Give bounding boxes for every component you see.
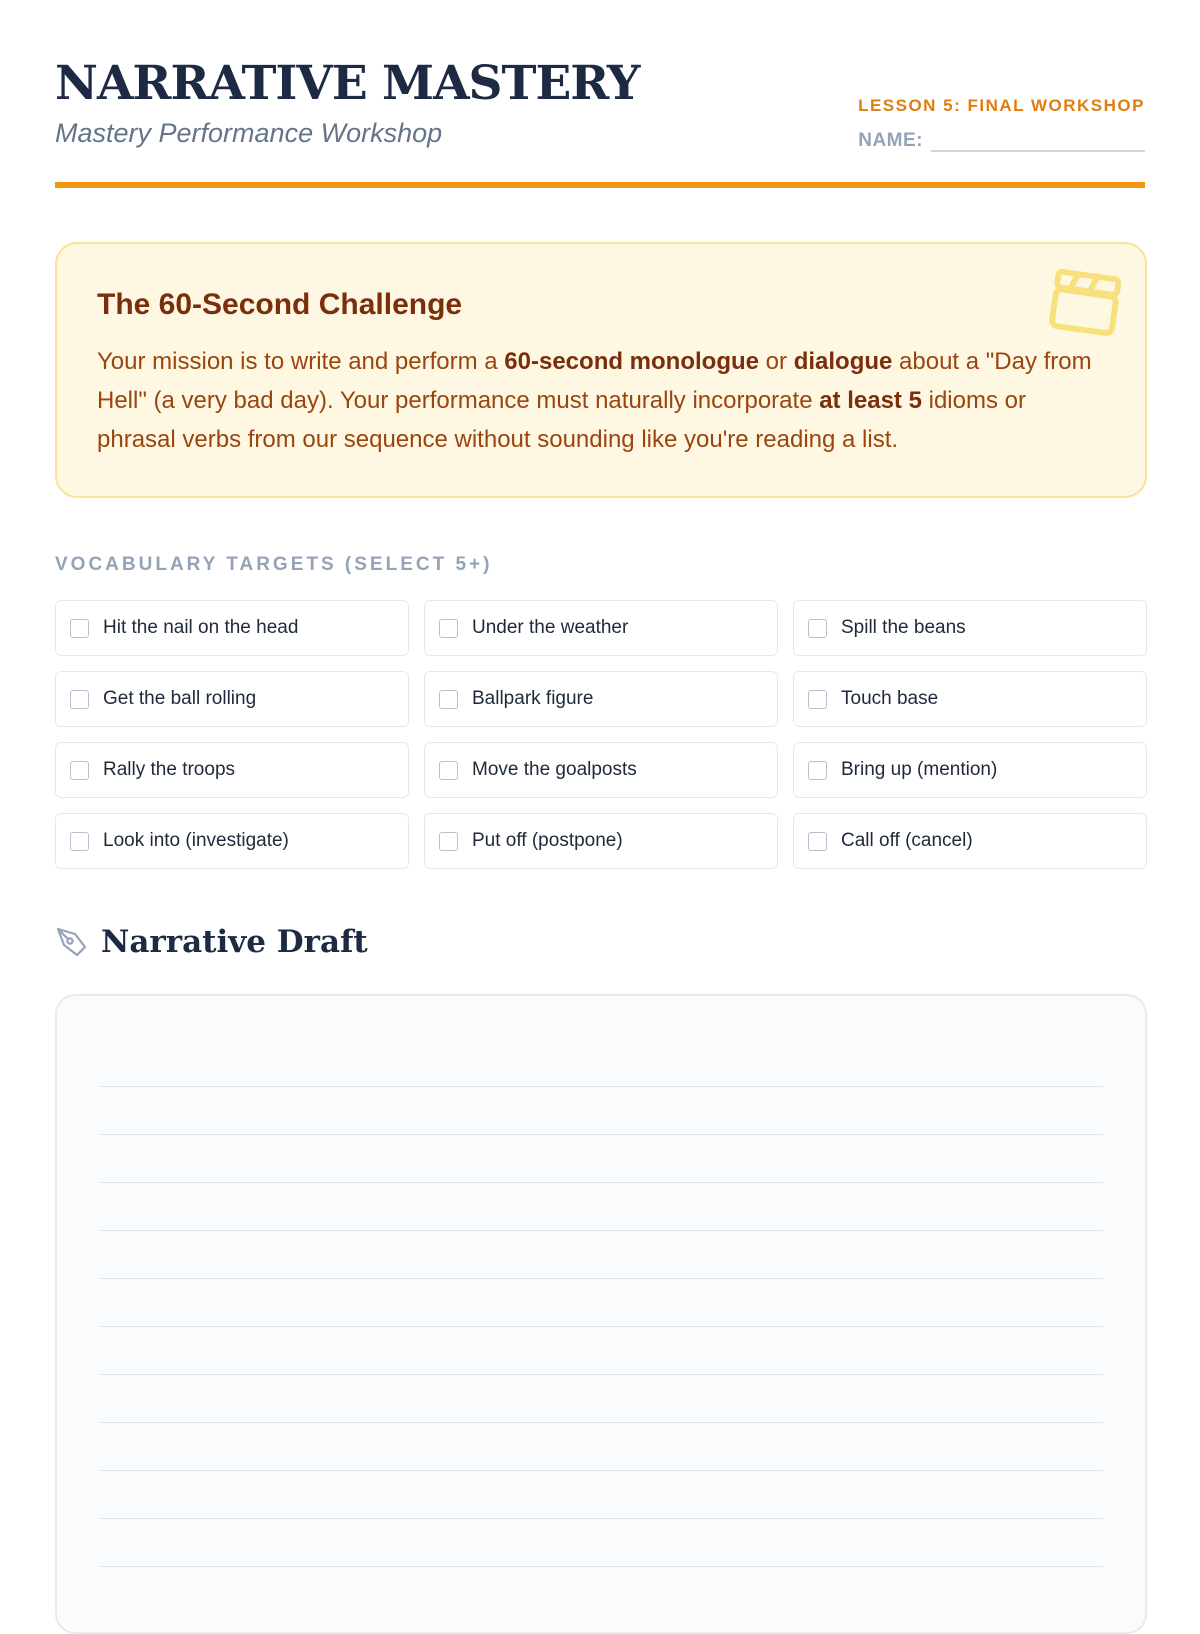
writing-line — [99, 1326, 1103, 1327]
lesson-label: LESSON 5: FINAL WORKSHOP — [858, 96, 1145, 115]
writing-line — [99, 1230, 1103, 1231]
vocabulary-grid — [55, 600, 1147, 869]
writing-line — [99, 1470, 1103, 1471]
writing-line — [99, 1374, 1103, 1375]
checkbox[interactable] — [439, 832, 458, 851]
vocab-label: Put off (postpone) — [472, 830, 623, 851]
checkbox[interactable] — [808, 832, 827, 851]
draft-title: Narrative Draft — [101, 924, 368, 960]
checkbox[interactable] — [70, 761, 89, 780]
writing-line — [99, 1134, 1103, 1135]
vocabulary-heading: VOCABULARY TARGETS (SELECT 5+) — [55, 554, 493, 575]
challenge-description: Your mission is to write and perform a 60-second monologue or dialogue about a "Day from Hell" (a very bad day). Your performance must naturally incorporate at least 5 idioms or phrasal verbs from our sequence without sounding like you're reading a list. — [97, 348, 1092, 453]
checkbox[interactable] — [808, 690, 827, 709]
writing-line — [99, 1566, 1103, 1567]
vocab-label: Under the weather — [472, 617, 629, 638]
writing-line — [99, 1182, 1103, 1183]
vocab-item[interactable] — [424, 742, 778, 798]
writing-line — [99, 1422, 1103, 1423]
worksheet-header — [55, 0, 1145, 188]
challenge-card — [55, 242, 1147, 498]
vocab-item[interactable] — [55, 813, 409, 869]
checkbox[interactable] — [439, 761, 458, 780]
clapperboard-icon — [1049, 264, 1127, 342]
pen-nib-icon — [55, 925, 89, 959]
writing-line — [99, 1518, 1103, 1519]
vocab-item[interactable] — [793, 813, 1147, 869]
page-subtitle: Mastery Performance Workshop — [55, 118, 443, 148]
checkbox[interactable] — [70, 619, 89, 638]
vocab-label: Look into (investigate) — [103, 830, 289, 851]
vocab-label: Move the goalposts — [472, 759, 637, 780]
vocab-item[interactable] — [424, 671, 778, 727]
vocab-item[interactable] — [424, 600, 778, 656]
vocab-item[interactable] — [793, 671, 1147, 727]
vocab-label: Hit the nail on the head — [103, 617, 299, 638]
draft-writing-area[interactable] — [55, 994, 1147, 1634]
writing-line — [99, 1278, 1103, 1279]
checkbox[interactable] — [808, 761, 827, 780]
vocab-label: Ballpark figure — [472, 688, 594, 709]
vocab-item[interactable] — [424, 813, 778, 869]
vocab-label: Bring up (mention) — [841, 759, 998, 780]
checkbox[interactable] — [439, 690, 458, 709]
vocab-item[interactable] — [793, 742, 1147, 798]
checkbox[interactable] — [439, 619, 458, 638]
name-label: NAME: — [858, 130, 923, 151]
vocab-item[interactable] — [793, 600, 1147, 656]
name-field[interactable] — [931, 126, 1145, 152]
writing-line — [99, 1086, 1103, 1087]
vocab-item[interactable] — [55, 600, 409, 656]
vocab-item[interactable] — [55, 671, 409, 727]
vocab-label: Touch base — [841, 688, 939, 709]
checkbox[interactable] — [808, 619, 827, 638]
vocab-label: Rally the troops — [103, 759, 236, 780]
name-row — [858, 126, 1145, 152]
vocab-label: Spill the beans — [841, 617, 966, 638]
checkbox[interactable] — [70, 690, 89, 709]
page-title: NARRATIVE MASTERY — [55, 56, 640, 111]
vocab-item[interactable] — [55, 742, 409, 798]
draft-heading — [55, 924, 368, 960]
checkbox[interactable] — [70, 832, 89, 851]
challenge-title: The 60-Second Challenge — [97, 288, 463, 321]
vocab-label: Get the ball rolling — [103, 688, 257, 709]
vocab-label: Call off (cancel) — [841, 830, 973, 851]
